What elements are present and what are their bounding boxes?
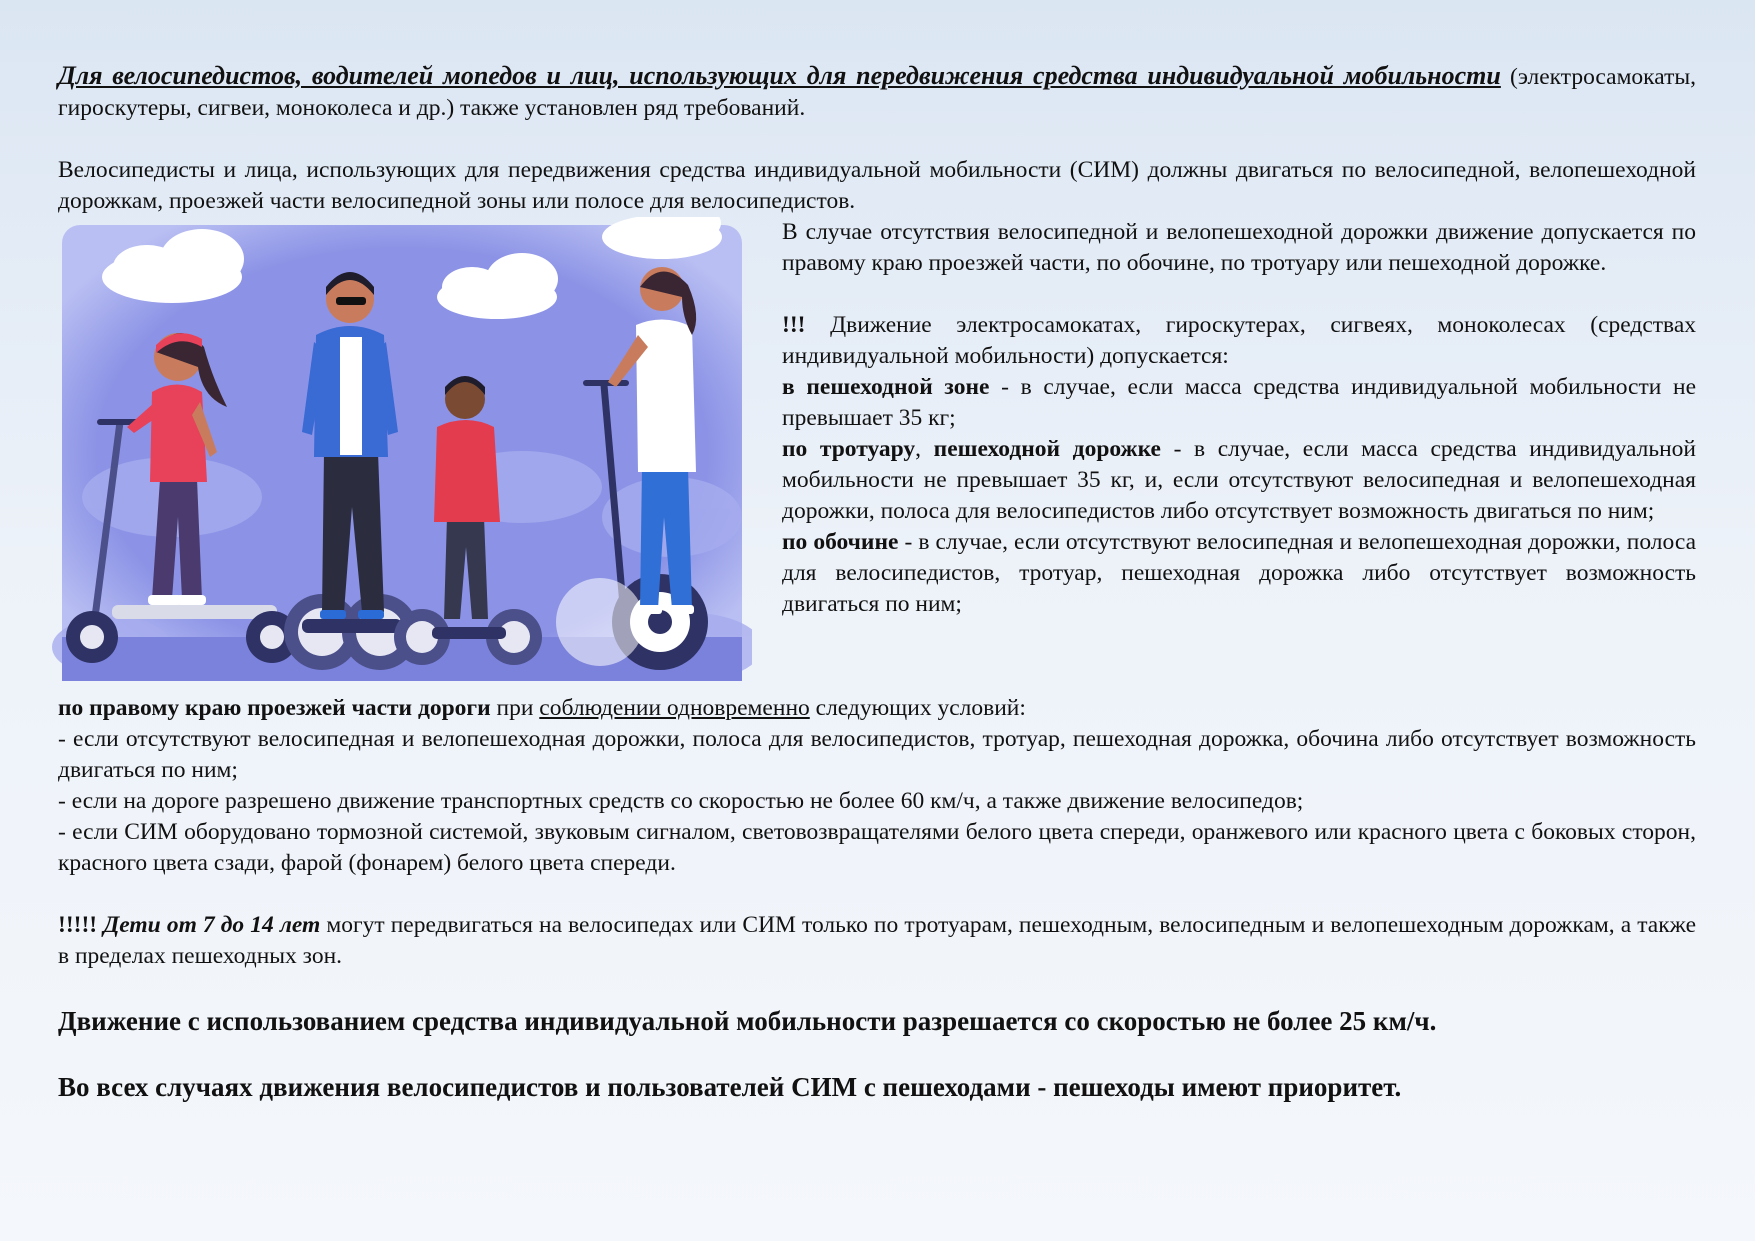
children-rule bbox=[58, 910, 1696, 972]
shoulder-text: - в случае, если отсутствуют велосипедная и велопешеходная дорожки, полоса для велосипедистов, тротуар, пешеходная дорожка либо отсутствует возможность двигаться по ним; bbox=[782, 529, 1696, 617]
sidewalk-term-2: пешеходной дорожке bbox=[933, 436, 1161, 462]
roadway-condition-1: - если отсутствуют велосипедная и велопешеходная дорожки, полоса для велосипедистов, тротуар, пешеходная дорожка, обочина либо отсутствует возможность двигаться по ним; bbox=[58, 726, 1696, 783]
illustration-svg bbox=[52, 217, 752, 687]
allowed-lead-text: Движение электросамокатах, гироскутерах, сигвеях, моноколесах (средствах индивидуальной мобильности) допускается: bbox=[782, 312, 1696, 369]
roadway-pre: при bbox=[490, 695, 540, 721]
priority-rule: Во всех случаях движения велосипедистов и пользователей СИМ с пешеходами - пешеходы имеют приоритет. bbox=[58, 1072, 1402, 1102]
mobility-illustration bbox=[52, 217, 752, 687]
intro-headline: Для велосипедистов, водителей мопедов и лиц, использующих для передвижения средства индивидуальной мобильности bbox=[58, 61, 1501, 90]
roadway-post: следующих условий: bbox=[809, 695, 1026, 721]
shoulder-term: по обочине bbox=[782, 529, 899, 555]
sidewalk-term-1: по тротуару bbox=[782, 436, 916, 462]
allowed-marks: !!! bbox=[782, 312, 806, 338]
speed-rule: Движение с использованием средства индивидуальной мобильности разрешается со скоростью не более 25 км/ч. bbox=[58, 1006, 1437, 1036]
roadway-condition-2: - если на дороге разрешено движение транспортных средств со скоростью не более 60 км/ч, а также движение велосипедов; bbox=[58, 788, 1304, 814]
roadway-rule bbox=[58, 693, 1696, 724]
children-text: могут передвигаться на велосипедах или СИМ только по тротуарам, пешеходным, велосипедным и велопешеходным дорожкам, а также в пределах пешеходных зон. bbox=[58, 912, 1696, 969]
pedestrian-zone-text: - в случае, если масса средства индивидуальной мобильности не превышает 35 кг; bbox=[782, 374, 1696, 431]
roadway-condition-3: - если СИМ оборудовано тормозной системой, звуковым сигналом, световозвращателями белого цвета спереди, оранжевого или красного цвета с боковых сторон, красного цвета сзади, фарой (фонарем) белого цвета спереди. bbox=[58, 819, 1696, 876]
roadway-term: по правому краю проезжей части дороги bbox=[58, 695, 491, 721]
pedestrian-zone-term: в пешеходной зоне bbox=[782, 374, 990, 400]
sidewalk-text: - в случае, если масса средства индивидуальной мобильности не превышает 35 кг, и, если отсутствуют велосипедная и велопешеходная дорожки, полоса для велосипедистов либо отсутствует возможность двигаться по ним; bbox=[782, 436, 1696, 524]
absence-paragraph: В случае отсутствия велосипедной и велопешеходной дорожки движение допускается по правому краю проезжей части, по обочине, по тротуару или пешеходной дорожке. bbox=[782, 219, 1696, 276]
children-term: Дети от 7 до 14 лет bbox=[103, 912, 321, 938]
children-marks: !!!!! bbox=[58, 912, 98, 938]
document-body bbox=[58, 60, 1696, 1104]
intro-paragraph bbox=[58, 60, 1696, 124]
roadway-underlined: соблюдении одновременно bbox=[539, 695, 810, 721]
sidewalk-sep: , bbox=[915, 436, 934, 462]
lanes-paragraph: Велосипедисты и лица, использующих для передвижения средства индивидуальной мобильности (СИМ) должны двигаться по велосипедной, велопешеходной дорожкам, проезжей части велосипедной зоны или полосе для велосипедистов. bbox=[58, 157, 1696, 214]
intro-rest: (электросамокаты, гироскутеры, сигвеи, моноколеса и др.) также установлен ряд требований. bbox=[58, 64, 1697, 121]
